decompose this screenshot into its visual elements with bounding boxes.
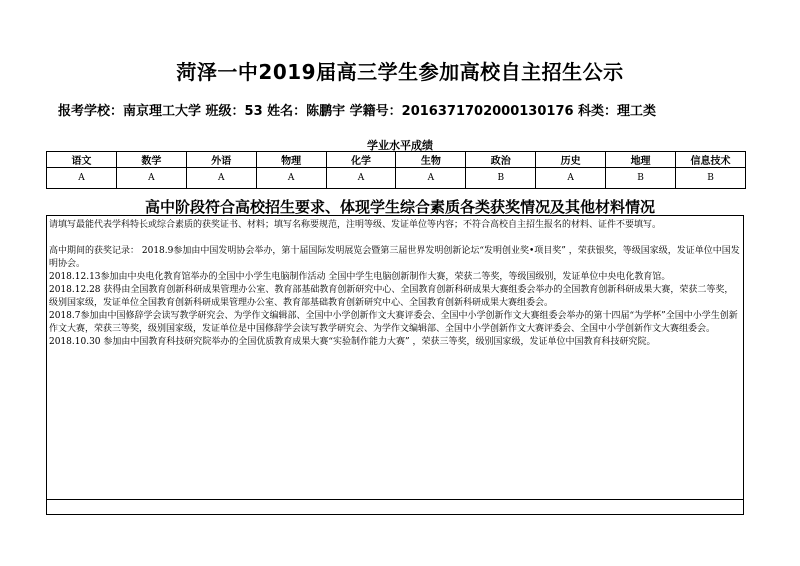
paragraph-gap — [49, 232, 741, 245]
grade-cell: A — [326, 168, 396, 189]
awards-instructions: 请填写最能代表学科特长或综合素质的获奖证书、材料；填写名称要规范，注明等级、发证单位等内容；不符合高校自主招生报名的材料、证件不要填写。 — [49, 220, 662, 230]
scores-table — [46, 151, 746, 189]
grade-cell: A — [396, 168, 466, 189]
subject-cell: 地理 — [606, 152, 676, 168]
awards-box — [46, 215, 744, 515]
scores-header-row — [47, 152, 746, 168]
grade-cell: A — [256, 168, 326, 189]
subject-cell: 历史 — [536, 152, 606, 168]
subject-cell: 语文 — [47, 152, 117, 168]
grade-cell: A — [116, 168, 186, 189]
subject-cell: 外语 — [186, 152, 256, 168]
grade-cell: A — [186, 168, 256, 189]
box-divider — [47, 499, 743, 500]
awards-heading: 高中阶段符合高校招生要求、体现学生综合素质各类获奖情况及其他材料情况 — [144, 198, 655, 216]
grade-cell: B — [676, 168, 746, 189]
award-entry: 高中期间的获奖记录： 2018.9参加由中国发明协会举办，第十届国际发明展览会暨第三届世界发明创新论坛“发明创业奖•项目奖” ，荣获银奖，等级国家级，发证单位中国发明协会。 — [49, 246, 740, 269]
student-info-line: 报考学校：南京理工大学 班级：53 姓名：陈鹏宇 学籍号：20163717020001​30176 科类：理工类 — [58, 104, 657, 119]
subject-cell: 生物 — [396, 152, 466, 168]
grade-cell: B — [466, 168, 536, 189]
award-entry: 2018.12.13参加由中央电化教育馆举办的全国中小学生电脑制作活动 全国中学生电脑创新制作大赛，荣获二等奖，等级国级别，发证单位中央电化教育馆。 — [49, 272, 671, 282]
subject-cell: 数学 — [116, 152, 186, 168]
subject-cell: 政治 — [466, 152, 536, 168]
scores-grade-row — [47, 168, 746, 189]
subject-cell: 化学 — [326, 152, 396, 168]
award-entry: 2018.7参加由中国修辞学会读写教学研究会、为学作文编辑部、全国中小学创新作文大赛评委会、全国中小学创新作文大赛组委会举办的第十四届“为学杯”全国中小学生创新作文大赛，荣获三等奖，级别国家级，发证单位是中国修辞学会读写教学研究会、为学作文编辑部、全国中小学创新作文大赛评委会、全国中小学创新作文大赛组委会。 — [49, 311, 738, 334]
scores-caption: 学业水平成绩 — [367, 139, 433, 152]
award-entry: 2018.10.30 参加由中国教育科技研究院举办的全国优质教育成果大赛“实验制作能力大赛” ，荣获三等奖，级别国家级，发证单位中国教育科技研究院。 — [49, 337, 656, 347]
awards-text — [49, 219, 741, 349]
grade-cell: A — [47, 168, 117, 189]
grade-cell: B — [606, 168, 676, 189]
grade-cell: A — [536, 168, 606, 189]
award-entry: 2018.12.28 获得由全国教育创新科研成果管理办公室、教育部基础教育创新研究中心、全国教育创新科研成果大赛组委会举办的全国教育创新科研成果大赛，荣获二等奖，级别国家级，发证单位全国教育创新科研成果管理办公室、教育部基础教育创新研究中心、全国教育创新科研成果大赛组委会。 — [49, 285, 734, 308]
page-title: 菏泽一中2019届高三学生参加高校自主招生公示 — [176, 60, 624, 84]
subject-cell: 信息技术 — [676, 152, 746, 168]
subject-cell: 物理 — [256, 152, 326, 168]
